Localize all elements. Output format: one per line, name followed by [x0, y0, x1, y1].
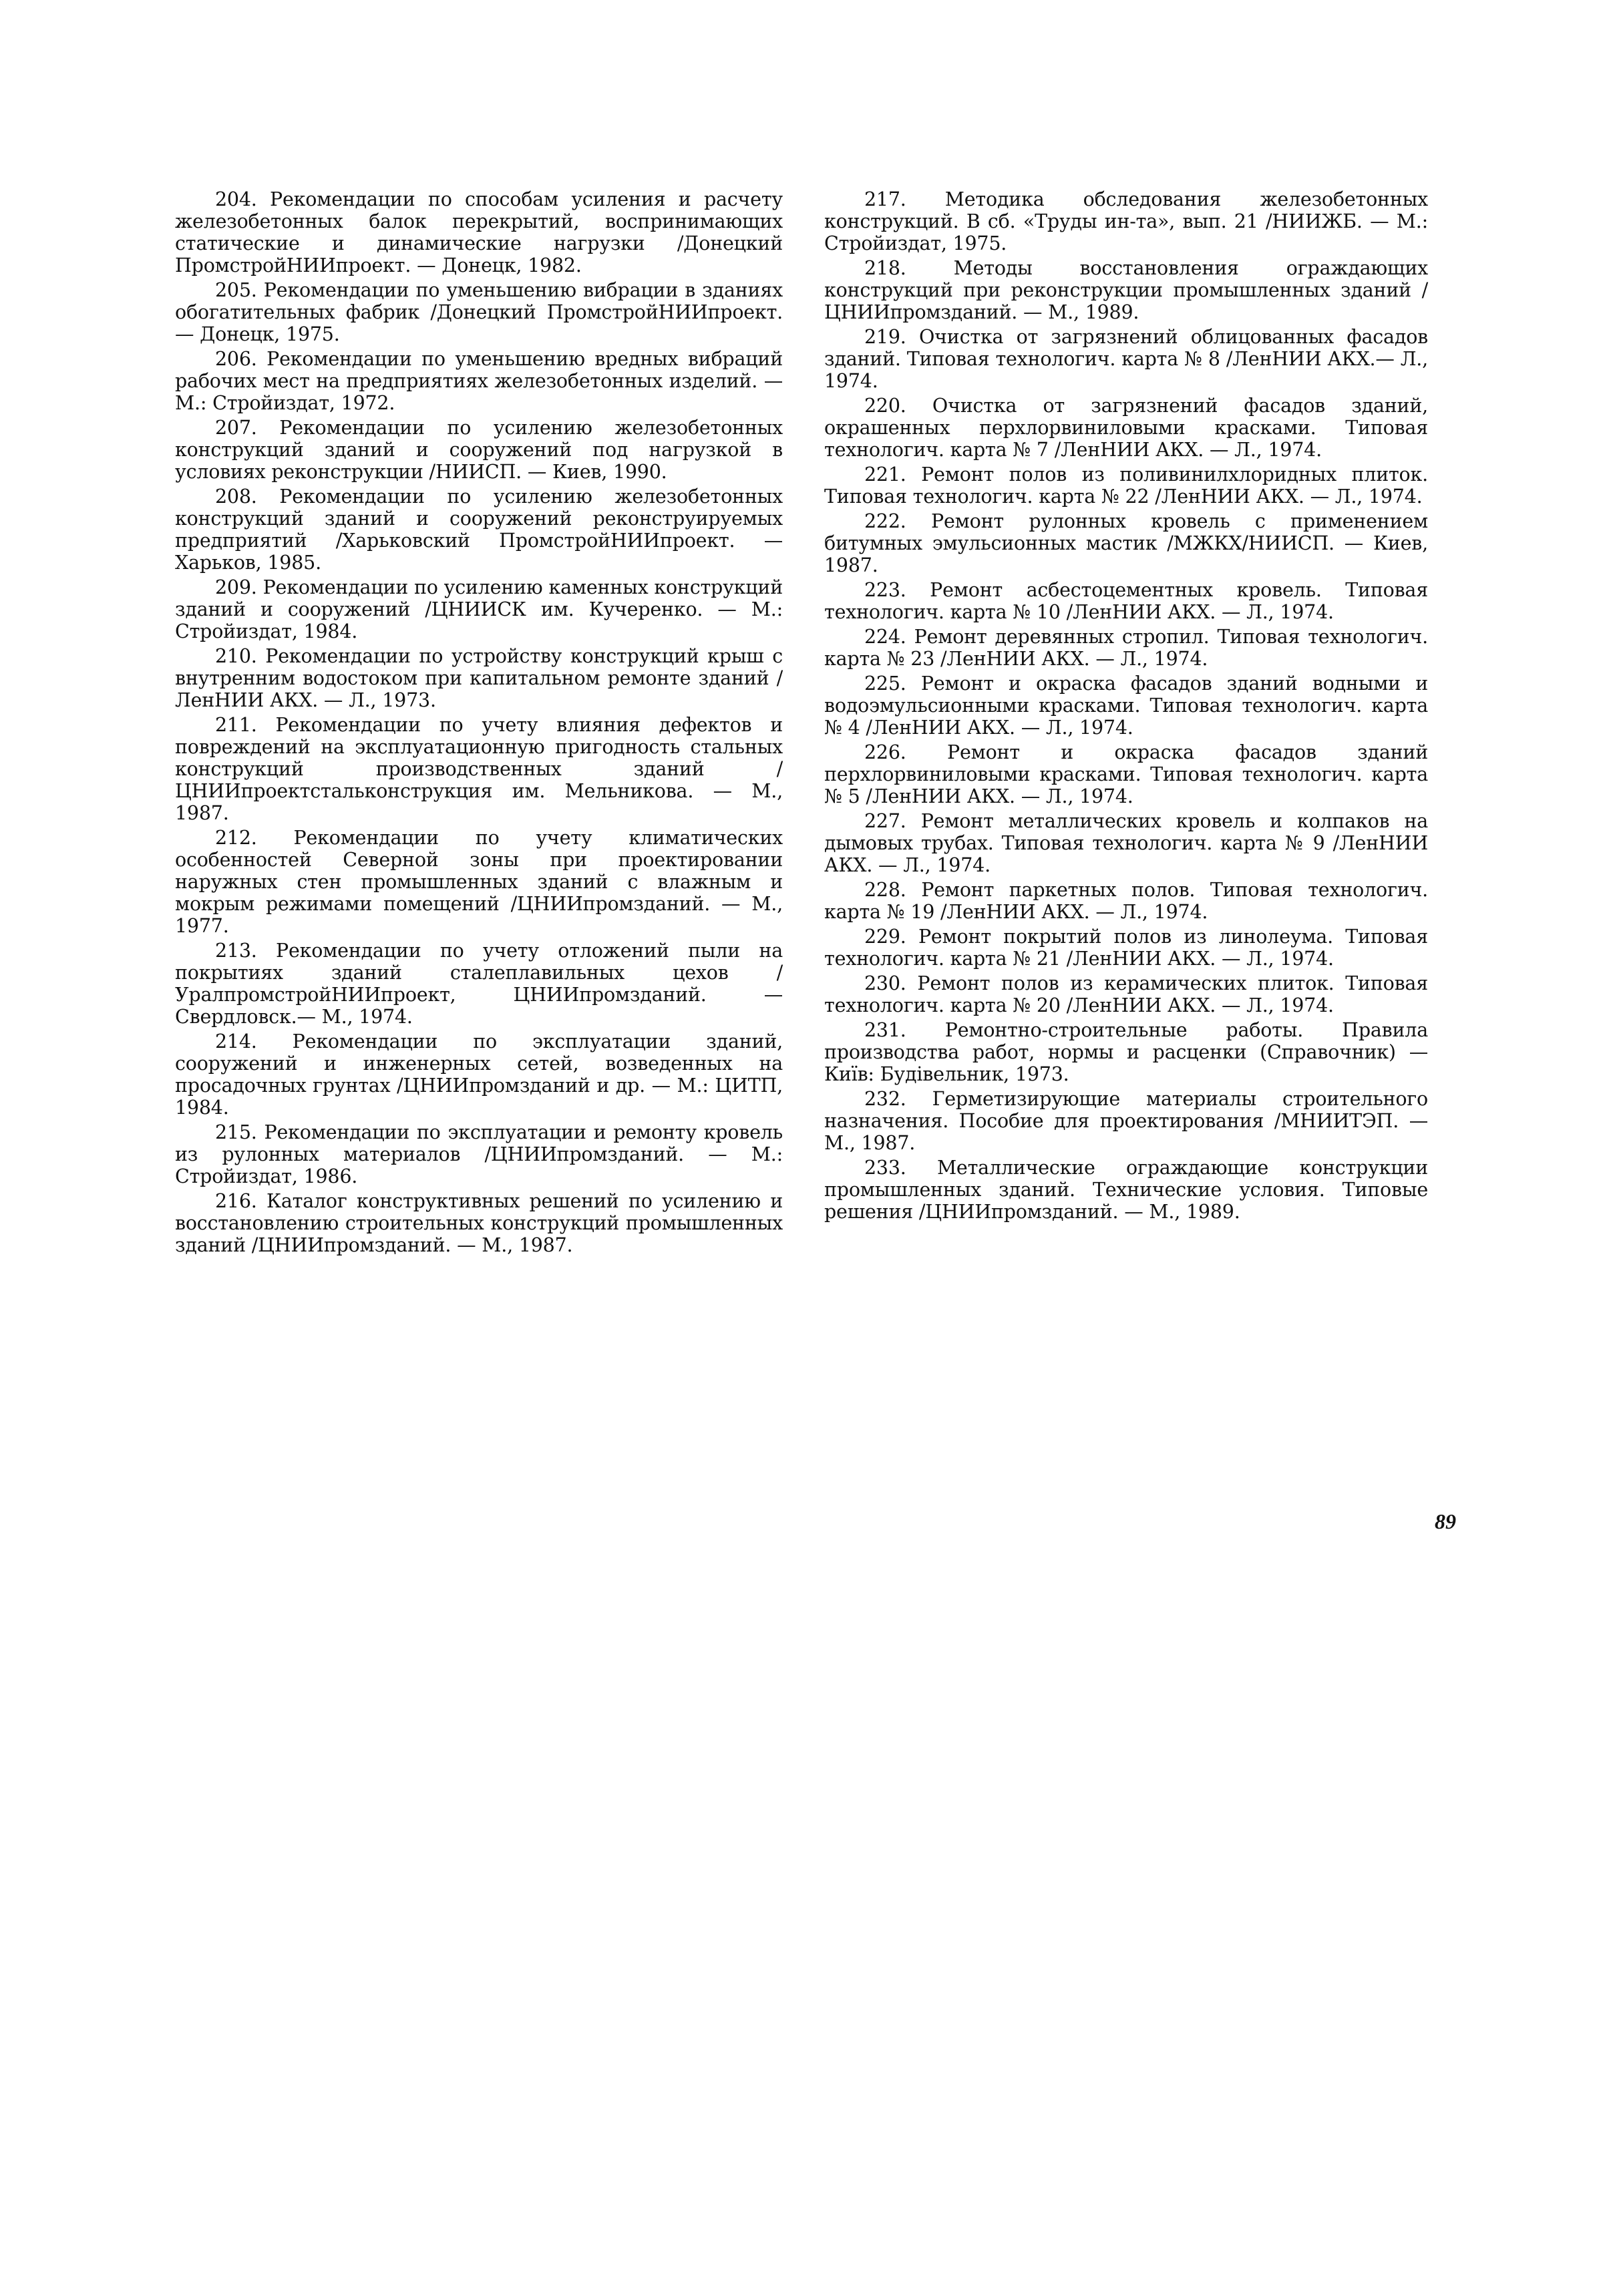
reference-entry-210: 210. Рекомендации по устройству конструкций крыш с внутренним водостоком при капитальном ремонте зданий /ЛенНИИ АКХ. — Л., 1973.: [175, 645, 783, 711]
reference-entry-214: 214. Рекомендации по эксплуатации зданий, сооружений и инженерных сетей, возведенных на просадочных грунтах /ЦНИИпромзданий и др. — М.: ЦИТП, 1984.: [175, 1030, 783, 1119]
reference-entry-211: 211. Рекомендации по учету влияния дефектов и повреждений на эксплуатационную пригодность стальных конструкций производственных зданий /ЦНИИпроектстальконструкция им. Мельникова. — М., 1987.: [175, 714, 783, 824]
reference-entry-225: 225. Ремонт и окраска фасадов зданий водными и водоэмульсионными красками. Типовая технологич. карта № 4 /ЛенНИИ АКХ. — Л., 1974.: [824, 673, 1428, 739]
reference-entry-209: 209. Рекомендации по усилению каменных конструкций зданий и сооружений /ЦНИИСК им. Кучеренко. — М.: Стройиздат, 1984.: [175, 576, 783, 642]
reference-entry-217: 217. Методика обследования железобетонных конструкций. В сб. «Труды ин-та», вып. 21 /НИИЖБ. — М.: Стройиздат, 1975.: [824, 188, 1428, 254]
reference-entry-229: 229. Ремонт покрытий полов из линолеума. Типовая технологич. карта № 21 /ЛенНИИ АКХ. — Л., 1974.: [824, 926, 1428, 970]
reference-entry-233: 233. Металлические ограждающие конструкции промышленных зданий. Технические условия. Типовые решения /ЦНИИпромзданий. — М., 1989.: [824, 1157, 1428, 1223]
reference-entry-205: 205. Рекомендации по уменьшению вибрации в зданиях обогатительных фабрик /Донецкий ПромстройНИИпроект. — Донецк, 1975.: [175, 279, 783, 345]
left-column: [175, 188, 783, 1259]
reference-entry-227: 227. Ремонт металлических кровель и колпаков на дымовых трубах. Типовая технологич. карта № 9 /ЛенНИИ АКХ. — Л., 1974.: [824, 810, 1428, 876]
reference-entry-222: 222. Ремонт рулонных кровель с применением битумных эмульсионных мастик /МЖКХ/НИИСП. — Киев, 1987.: [824, 510, 1428, 576]
reference-entry-221: 221. Ремонт полов из поливинилхлоридных плиток. Типовая технологич. карта № 22 /ЛенНИИ АКХ. — Л., 1974.: [824, 463, 1428, 508]
reference-entry-207: 207. Рекомендации по усилению железобетонных конструкций зданий и сооружений под нагрузкой в условиях реконструкции /НИИСП. — Киев, 1990.: [175, 417, 783, 483]
reference-entry-218: 218. Методы восстановления ограждающих конструкций при реконструкции промышленных зданий /ЦНИИпромзданий. — М., 1989.: [824, 257, 1428, 323]
reference-entry-223: 223. Ремонт асбестоцементных кровель. Типовая технологич. карта № 10 /ЛенНИИ АКХ. — Л., 1974.: [824, 579, 1428, 623]
right-column: [824, 188, 1428, 1225]
reference-entry-208: 208. Рекомендации по усилению железобетонных конструкций зданий и сооружений реконструируемых предприятий /Харьковский ПромстройНИИпроект. — Харьков, 1985.: [175, 486, 783, 574]
reference-entry-204: 204. Рекомендации по способам усиления и расчету железобетонных балок перекрытий, воспринимающих статические и динамические нагрузки /Донецкий ПромстройНИИпроект. — Донецк, 1982.: [175, 188, 783, 276]
reference-entry-231: 231. Ремонтно-строительные работы. Правила производства работ, нормы и расценки (Справочник) — Київ: Будівельник, 1973.: [824, 1019, 1428, 1085]
reference-entry-232: 232. Герметизирующие материалы строительного назначения. Пособие для проектирования /МНИИТЭП. — М., 1987.: [824, 1088, 1428, 1154]
reference-entry-216: 216. Каталог конструктивных решений по усилению и восстановлению строительных конструкций промышленных зданий /ЦНИИпромзданий. — М., 1987.: [175, 1190, 783, 1256]
reference-entry-212: 212. Рекомендации по учету климатических особенностей Северной зоны при проектировании наружных стен промышленных зданий с влажным и мокрым режимами помещений /ЦНИИпромзданий. — М., 1977.: [175, 827, 783, 937]
reference-entry-230: 230. Ремонт полов из керамических плиток. Типовая технологич. карта № 20 /ЛенНИИ АКХ. — Л., 1974.: [824, 972, 1428, 1016]
reference-entry-215: 215. Рекомендации по эксплуатации и ремонту кровель из рулонных материалов /ЦНИИпромзданий. — М.: Стройиздат, 1986.: [175, 1121, 783, 1187]
reference-entry-224: 224. Ремонт деревянных стропил. Типовая технологич. карта № 23 /ЛенНИИ АКХ. — Л., 1974.: [824, 626, 1428, 670]
reference-entry-219: 219. Очистка от загрязнений облицованных фасадов зданий. Типовая технологич. карта № 8 /ЛенНИИ АКХ.— Л., 1974.: [824, 326, 1428, 392]
reference-entry-220: 220. Очистка от загрязнений фасадов зданий, окрашенных перхлорвиниловыми красками. Типовая технологич. карта № 7 /ЛенНИИ АКХ. — Л., 1974.: [824, 395, 1428, 461]
reference-entry-206: 206. Рекомендации по уменьшению вредных вибраций рабочих мест на предприятиях железобетонных изделий. — М.: Стройиздат, 1972.: [175, 348, 783, 414]
reference-entry-213: 213. Рекомендации по учету отложений пыли на покрытиях зданий сталеплавильных цехов /УралпромстройНИИпроект, ЦНИИпромзданий. — Свердловск.— М., 1974.: [175, 940, 783, 1028]
page-number: 89: [1435, 1509, 1456, 1533]
reference-entry-228: 228. Ремонт паркетных полов. Типовая технологич. карта № 19 /ЛенНИИ АКХ. — Л., 1974.: [824, 879, 1428, 923]
reference-entry-226: 226. Ремонт и окраска фасадов зданий перхлорвиниловыми красками. Типовая технологич. карта № 5 /ЛенНИИ АКХ. — Л., 1974.: [824, 741, 1428, 807]
